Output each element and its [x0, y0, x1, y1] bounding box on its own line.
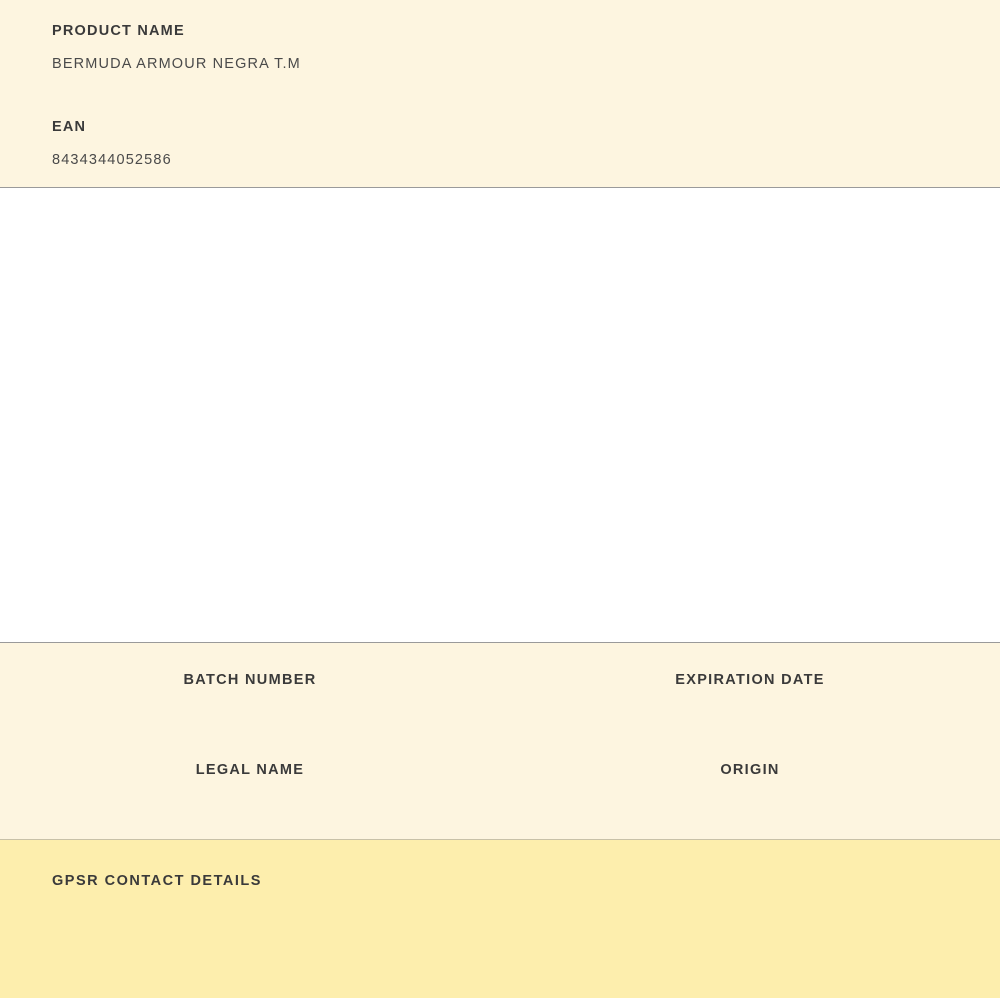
- origin-label: ORIGIN: [720, 762, 780, 778]
- batch-number-cell: [0, 671, 500, 761]
- ean-field: [52, 118, 1000, 170]
- product-image-area: [0, 188, 1000, 643]
- ean-label: EAN: [52, 118, 87, 135]
- product-details-section: [0, 643, 1000, 840]
- ean-value: 8434344052586: [52, 151, 172, 168]
- product-name-field: [52, 22, 1000, 74]
- legal-name-label: LEGAL NAME: [195, 762, 305, 778]
- gpsr-contact-title: GPSR CONTACT DETAILS: [52, 873, 262, 889]
- gpsr-contact-section: [0, 840, 1000, 998]
- field-spacer: [52, 74, 1000, 118]
- product-name-label: PRODUCT NAME: [52, 23, 185, 39]
- origin-cell: [500, 761, 1000, 851]
- product-name-value: BERMUDA ARMOUR NEGRA T.M: [52, 55, 301, 72]
- gpsr-contact-body: [52, 903, 1000, 917]
- expiration-date-label: EXPIRATION DATE: [675, 672, 825, 688]
- expiration-date-cell: [500, 671, 1000, 761]
- batch-number-label: BATCH NUMBER: [183, 672, 317, 688]
- product-header-section: [0, 0, 1000, 188]
- product-details-grid: [0, 671, 1000, 851]
- legal-name-cell: [0, 761, 500, 851]
